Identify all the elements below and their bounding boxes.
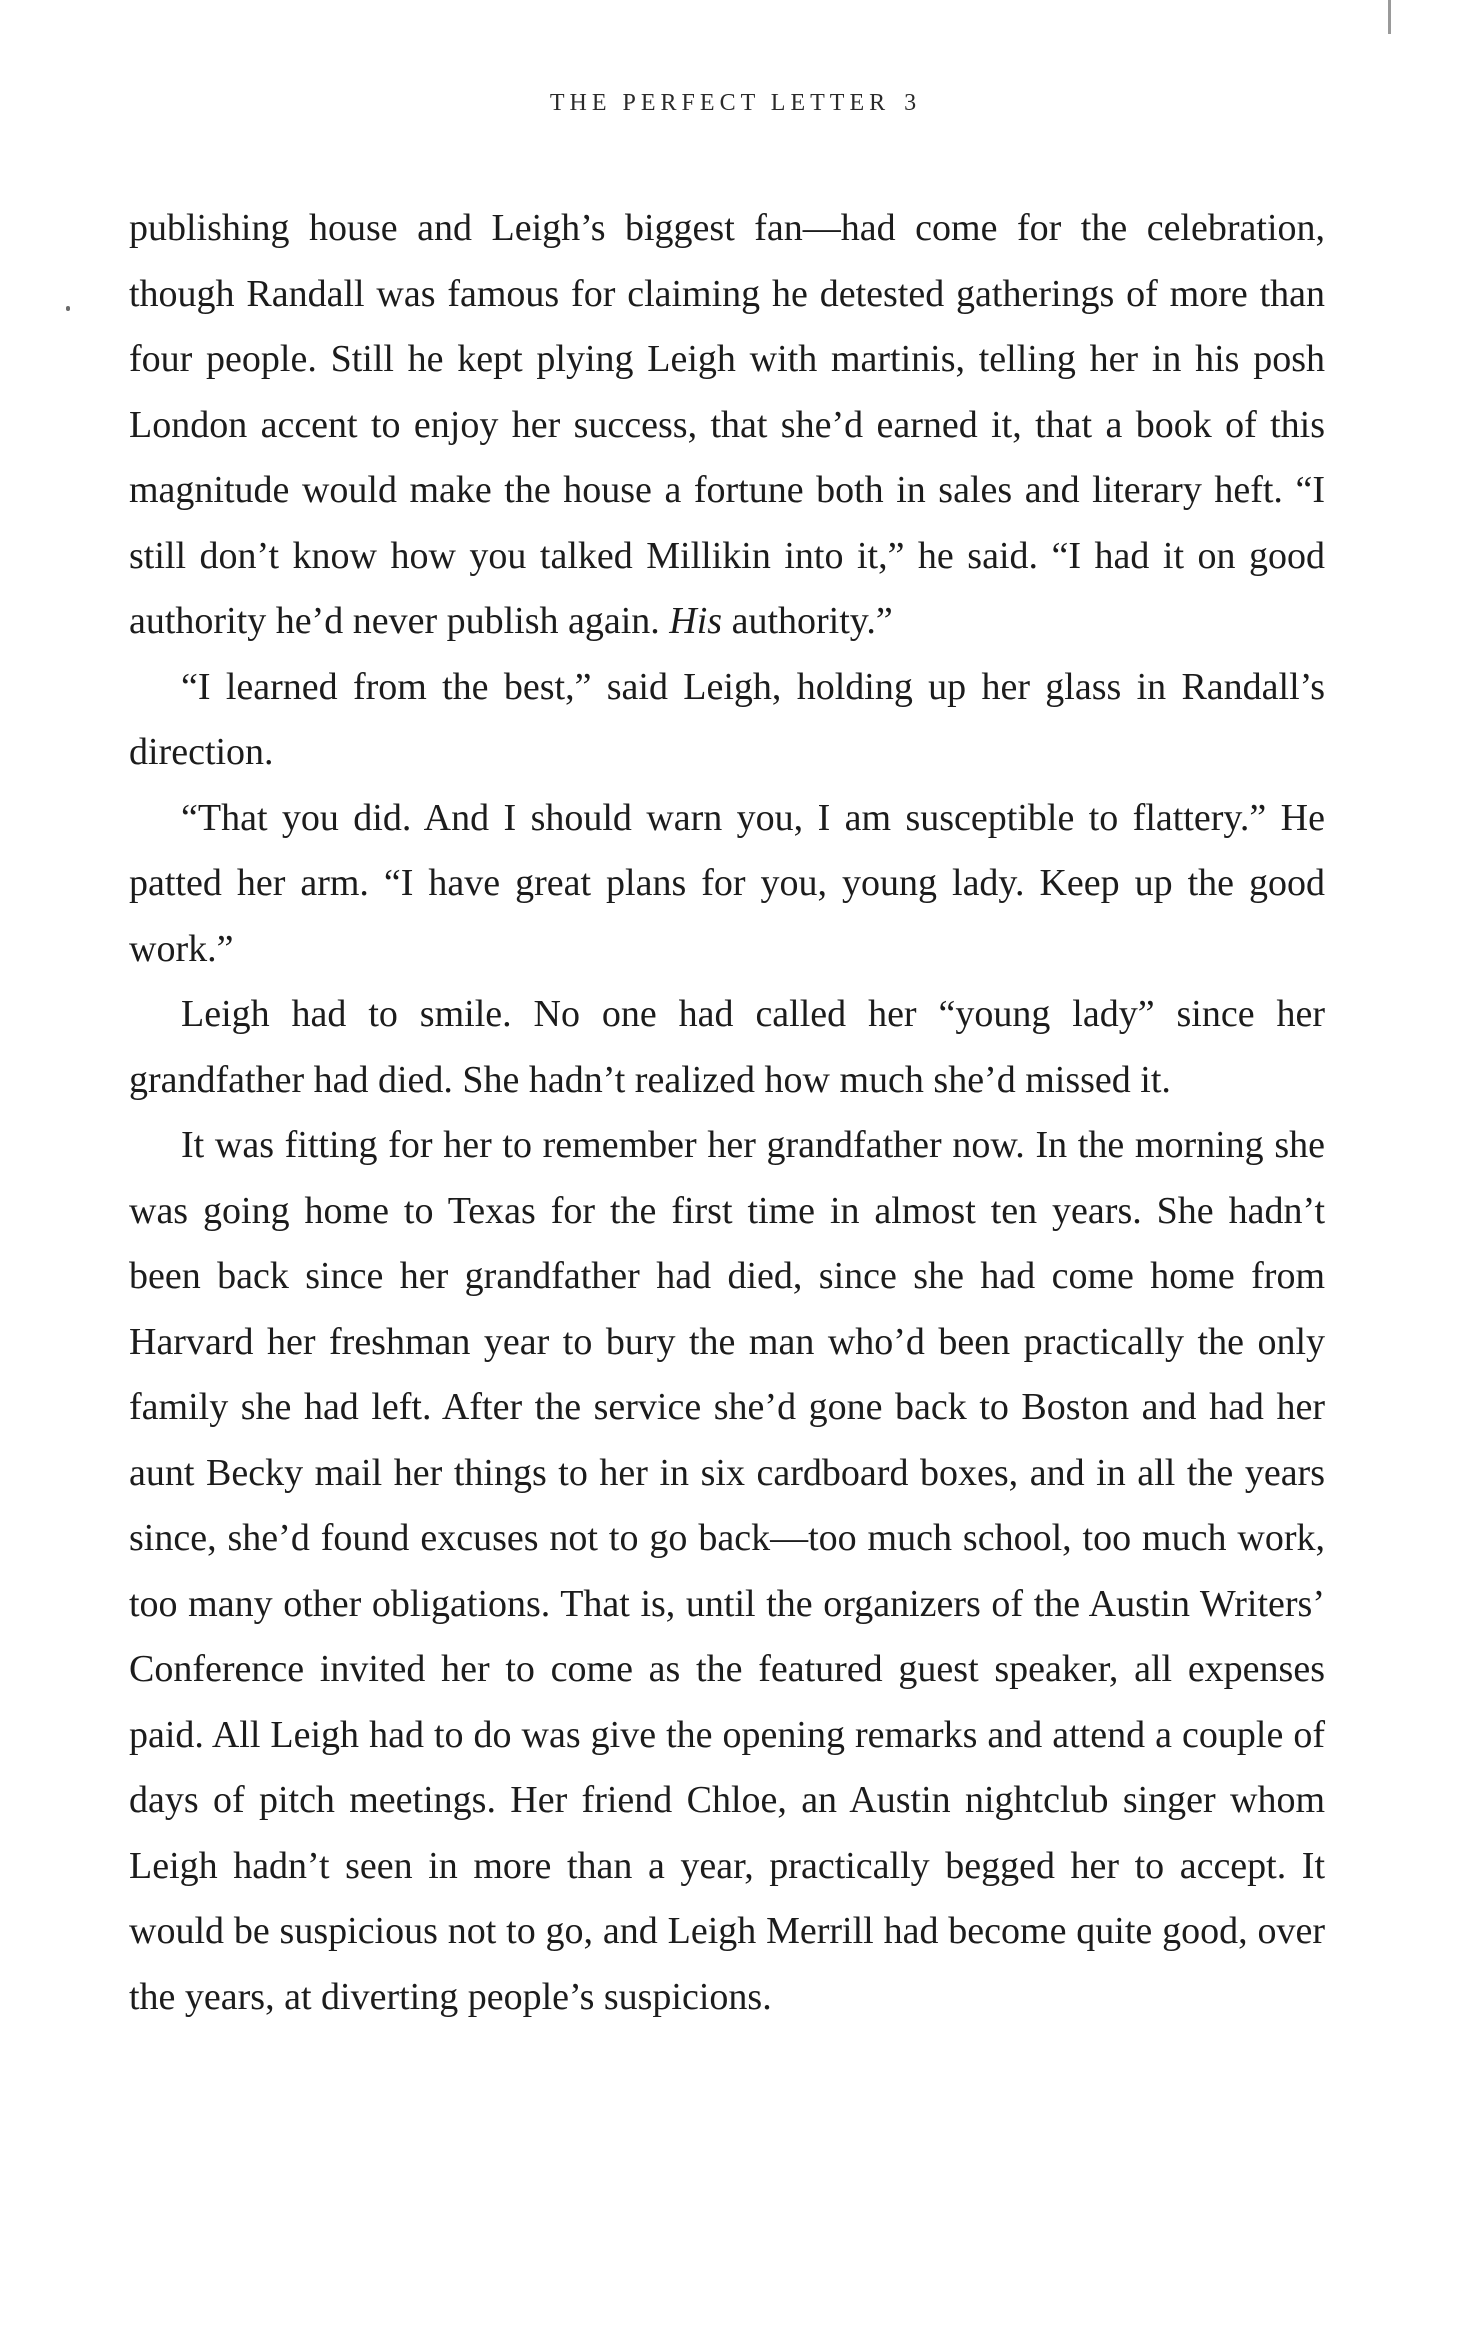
running-head xyxy=(0,90,1471,117)
paragraph-1 xyxy=(129,196,1325,655)
running-head-title: THE PERFECT LETTER xyxy=(549,90,891,116)
paragraph-1-emphasis: His xyxy=(669,600,723,642)
paragraph-1-text: publishing house and Leigh’s biggest fan—had come for the celebration, though Randall was famous for claiming he detested gatherings of more than four people. Still he kept plying Leigh with martinis, telling her in his posh London accent to enjoy her success, that she’d earned it, that a book of this magnitude would make the house a fortune both in sales and literary heft. “I still don’t know how you talked Millikin into it,” he said. “I had it on good authority he’d never publish again. xyxy=(129,207,1325,642)
scan-edge-mark xyxy=(1388,0,1391,34)
page-number: 3 xyxy=(904,90,922,116)
paragraph-5: It was fitting for her to remember her grandfather now. In the morning she was going home to Texas for the first time in almost ten years. She hadn’t been back since her grandfather had died, since she had come home from Harvard her freshman year to bury the man who’d been practically the only family she had left. After the service she’d gone back to Boston and had her aunt Becky mail her things to her in six cardboard boxes, and in all the years since, she’d found excuses not to go back—too much school, too much work, too many other obligations. That is, until the organizers of the Austin Writers’ Conference invited her to come as the featured guest speaker, all expenses paid. All Leigh had to do was give the opening remarks and attend a couple of days of pitch meetings. Her friend Chloe, an Austin nightclub singer whom Leigh hadn’t seen in more than a year, practically begged her to accept. It would be suspicious not to go, and Leigh Merrill had become quite good, over the years, at diverting people’s suspicions. xyxy=(129,1124,1325,2018)
paragraph-1-tail: authority.” xyxy=(722,600,893,642)
body-text xyxy=(129,196,1325,2030)
paragraph-2: “I learned from the best,” said Leigh, holding up her glass in Randall’s direction. xyxy=(129,665,1325,773)
paragraph-4: Leigh had to smile. No one had called her “young lady” since her grandfather had died. She hadn’t realized how much she’d missed it. xyxy=(129,993,1325,1101)
scan-speck xyxy=(66,306,70,311)
paragraph-3: “That you did. And I should warn you, I am susceptible to flattery.” He patted her arm. “I have great plans for you, young lady. Keep up the good work.” xyxy=(129,796,1325,970)
